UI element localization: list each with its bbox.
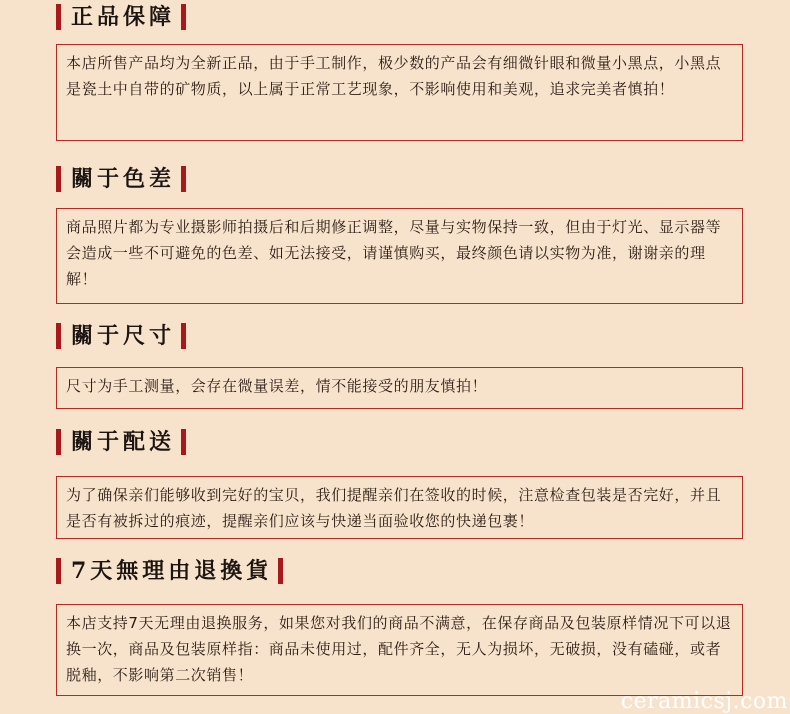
- section-box-authentic: [56, 44, 743, 141]
- heading-bar-right: [181, 4, 186, 30]
- section-heading-authentic: [56, 2, 186, 32]
- section-box-color-difference: [56, 208, 743, 304]
- section-heading-size: [56, 321, 186, 351]
- heading-text: 正品保障: [71, 4, 176, 30]
- section-heading-delivery: [56, 427, 186, 457]
- watermark: ceramicsj.com: [620, 689, 788, 714]
- section-text: 本店所售产品均为全新正品，由于手工制作，极少数的产品会有细微针眼和微量小黑点，小黑点是瓷土中自带的矿物质，以上属于正常工艺现象，不影响使用和美观，追求完美者慎拍！: [66, 54, 722, 98]
- section-box-delivery: [56, 476, 743, 539]
- section-text: 商品照片都为专业摄影师拍摄后和后期修正调整，尽量与实物保持一致，但由于灯光、显示器等会造成一些不可避免的色差、如无法接受，请谨慎购买，最终颜色请以实物为准，谢谢亲的理解！: [66, 218, 722, 288]
- section-heading-returns: [56, 556, 283, 586]
- heading-text: 關于色差: [71, 166, 176, 192]
- heading-text: 7天無理由退換貨: [71, 558, 273, 584]
- section-box-returns: [56, 604, 743, 696]
- heading-bar-right: [278, 558, 283, 584]
- heading-text: 關于尺寸: [71, 323, 176, 349]
- heading-bar-right: [181, 166, 186, 192]
- heading-bar-right: [181, 429, 186, 455]
- section-text: 为了确保亲们能够收到完好的宝贝，我们提醒亲们在签收的时候，注意检查包装是否完好，并且是否有被拆过的痕迹，提醒亲们应该与快递当面验收您的快递包裹！: [66, 486, 722, 530]
- heading-text: 關于配送: [71, 429, 176, 455]
- section-text: 本店支持7天无理由退换服务，如果您对我们的商品不满意，在保存商品及包装原样情况下可以退换一次，商品及包装原样指：商品未使用过，配件齐全，无人为损坏，无破损，没有磕碰，或者脱釉，不影响第二次销售！: [66, 614, 732, 684]
- section-heading-color-difference: [56, 164, 186, 194]
- section-box-size: [56, 367, 743, 409]
- section-text: 尺寸为手工测量，会存在微量误差，情不能接受的朋友慎拍！: [66, 377, 488, 395]
- heading-bar-right: [181, 323, 186, 349]
